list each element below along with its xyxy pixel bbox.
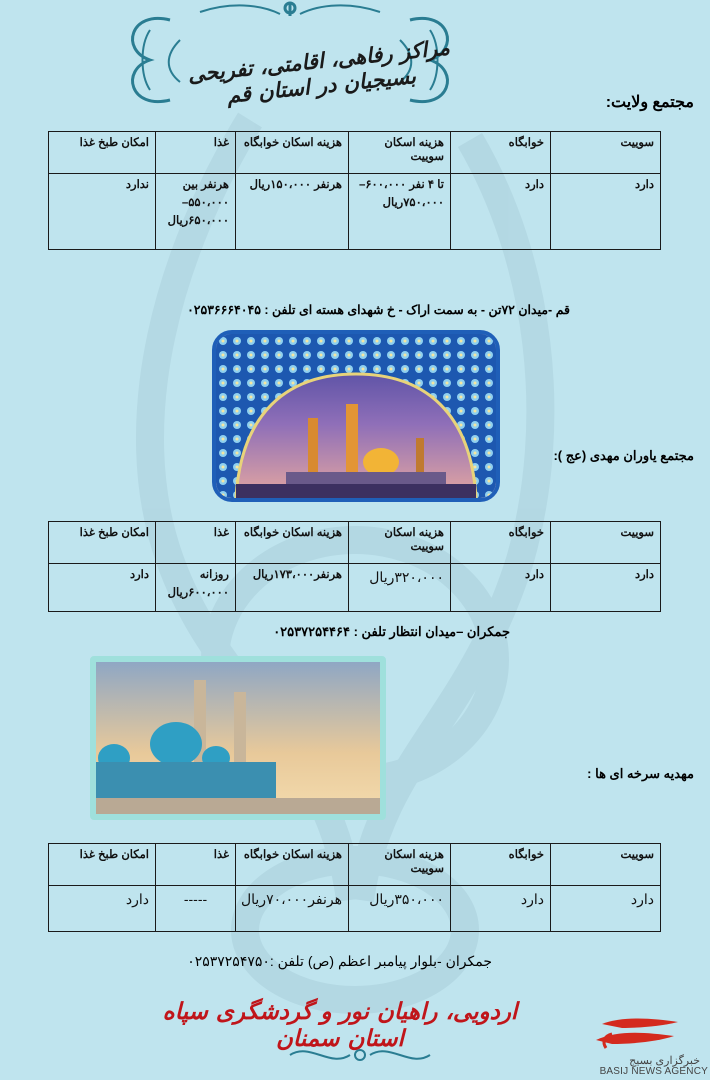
cell-cooking: دارد (49, 886, 156, 932)
table-row (49, 564, 661, 612)
header-suite: سوییت (551, 132, 661, 174)
shrine-arch-illustration-icon (216, 334, 496, 498)
table-header-row (49, 844, 661, 886)
header-food: غذا (156, 132, 236, 174)
cell-dorm: دارد (451, 564, 551, 612)
cell-suite: دارد (551, 886, 661, 932)
shrine-photo (212, 330, 500, 502)
mosque-illustration-icon (96, 662, 380, 814)
info-table-yavaran (48, 521, 661, 612)
header-cooking: امکان طبخ غذا (49, 844, 156, 886)
cell-cooking: دارد (49, 564, 156, 612)
header-food: غذا (156, 844, 236, 886)
header-food: غذا (156, 522, 236, 564)
header-cooking: امکان طبخ غذا (49, 132, 156, 174)
cell-food: ----- (156, 886, 236, 932)
cell-dorm-cost: هرنفر ۱۵۰،۰۰۰ریال (236, 174, 349, 250)
section-title-velayat: مجتمع ولایت: (605, 94, 694, 111)
cell-suite-cost: ۳۲۰،۰۰۰ریال (349, 564, 451, 612)
section-title-sorkhei: مهدیه سرخه ای ها : (587, 766, 694, 781)
table-header-row (49, 522, 661, 564)
cell-food: هرنفر بین ۵۵۰،۰۰۰– ۶۵۰،۰۰۰ریال (156, 174, 236, 250)
table-row (49, 886, 661, 932)
header-suite-cost: هزینه اسکان سوییت (349, 844, 451, 886)
header-dorm-cost: هزینه اسکان خوابگاه (236, 844, 349, 886)
table-row (49, 174, 661, 250)
address-velayat: قم -میدان ۷۲تن - به سمت اراک - خ شهدای هسته ای تلفن : ۰۲۵۳۶۶۶۴۰۴۵ (187, 303, 570, 317)
page-title: مراکز رفاهی، اقامتی، تفریحی بسیجیان در استان قم (186, 34, 451, 108)
logo-text-en: BASIJ NEWS AGENCY (599, 1066, 708, 1077)
mosque-photo (90, 656, 386, 820)
footer-title: اردویی، راهیان نور و گردشگری سپاه استان سمنان (162, 998, 518, 1052)
cell-suite: دارد (551, 174, 661, 250)
header-suite-cost: هزینه اسکان سوییت (349, 132, 451, 174)
header-dorm-cost: هزینه اسکان خوابگاه (236, 522, 349, 564)
cell-dorm: دارد (451, 886, 551, 932)
header-cooking: امکان طبخ غذا (49, 522, 156, 564)
cell-dorm: دارد (451, 174, 551, 250)
header-dorm: خوابگاه (451, 844, 551, 886)
info-table-sorkhei (48, 843, 661, 932)
cell-suite-cost: ۳۵۰،۰۰۰ریال (349, 886, 451, 932)
header-suite-cost: هزینه اسکان سوییت (349, 522, 451, 564)
cell-dorm-cost: هرنفر۷۰،۰۰۰ریال (236, 886, 349, 932)
header-dorm: خوابگاه (451, 522, 551, 564)
table-header-row (49, 132, 661, 174)
cell-food: روزانه ۶۰۰،۰۰۰ریال (156, 564, 236, 612)
header-dorm-cost: هزینه اسکان خوابگاه (236, 132, 349, 174)
header-dorm: خوابگاه (451, 132, 551, 174)
info-table-velayat (48, 131, 661, 250)
cell-dorm-cost: هرنفر۱۷۳،۰۰۰ریال (236, 564, 349, 612)
header-suite: سوییت (551, 844, 661, 886)
logo-text-fa: خبرگزاری بسیج (629, 1055, 700, 1067)
address-yavaran: جمکران –میدان انتظار تلفن : ۰۲۵۳۷۲۵۴۴۶۴ (273, 624, 510, 639)
cell-suite: دارد (551, 564, 661, 612)
cell-cooking: ندارد (49, 174, 156, 250)
header-suite: سوییت (551, 522, 661, 564)
address-sorkhei: جمکران -بلوار پیامبر اعظم (ص) تلفن :۰۲۵۳۷۲۵۴۷۵۰ (187, 953, 492, 969)
section-title-yavaran: مجتمع یاوران مهدی (عج ): (553, 448, 694, 463)
cell-suite-cost: تا ۴ نفر ۶۰۰،۰۰۰– ۷۵۰،۰۰۰ریال (349, 174, 451, 250)
footer-ornament-icon (280, 1040, 440, 1070)
